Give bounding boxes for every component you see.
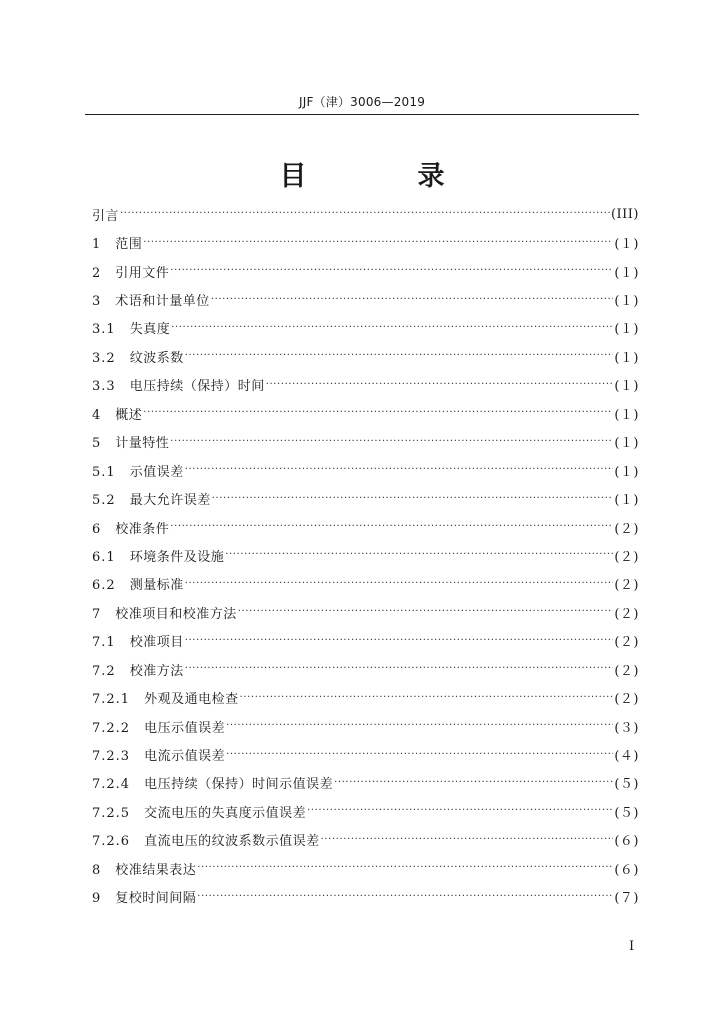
toc-leader-dots	[170, 520, 613, 534]
toc-entry[interactable]	[92, 826, 639, 854]
toc-entry-page: (３)	[614, 720, 639, 736]
document-code-header: JJF（津）3006—2019	[298, 95, 426, 109]
toc-entry-number: 1	[92, 237, 116, 253]
toc-entry-title: 校准项目和校准方法	[115, 606, 237, 622]
toc-entry-title: 校准结果表达	[115, 862, 197, 878]
toc-entry-page: (１)	[614, 322, 639, 338]
toc-leader-dots	[238, 605, 614, 619]
toc-entry-page: (２)	[614, 692, 639, 708]
toc-entry-title: 电流示值误差	[144, 749, 226, 765]
toc-entry-title: 直流电压的纹波系数示值误差	[144, 834, 320, 850]
toc-list	[92, 200, 639, 911]
toc-entry[interactable]	[92, 627, 639, 655]
toc-entry[interactable]	[92, 399, 639, 427]
toc-leader-dots	[226, 719, 613, 733]
toc-entry-number: 3.2	[92, 350, 130, 366]
toc-entry-title: 纹波系数	[129, 350, 184, 366]
toc-entry-title: 电压持续（保持）时间	[129, 379, 265, 395]
toc-entry-title: 术语和计量单位	[115, 294, 210, 310]
toc-entry-title: 引言	[92, 208, 120, 224]
toc-entry-title: 失真度	[129, 322, 171, 338]
header-rule	[85, 114, 639, 115]
toc-entry[interactable]	[92, 883, 639, 911]
toc-entry-page: (１)	[614, 350, 639, 366]
toc-leader-dots	[321, 833, 614, 847]
toc-entry-page: (１)	[614, 493, 639, 509]
toc-entry-number: 7.2.5	[92, 805, 145, 821]
toc-leader-dots	[212, 492, 614, 506]
toc-entry-number: 9	[92, 891, 116, 907]
toc-entry-number: 6.1	[92, 549, 130, 565]
toc-entry-page: (１)	[614, 407, 639, 423]
toc-title: 目 录	[279, 161, 487, 192]
toc-entry-title: 校准项目	[129, 635, 184, 651]
toc-entry[interactable]	[92, 371, 639, 399]
toc-entry[interactable]	[92, 541, 639, 569]
toc-entry-title: 校准条件	[115, 521, 170, 537]
toc-entry-page: (１)	[614, 294, 639, 310]
toc-entry[interactable]	[92, 314, 639, 342]
toc-entry[interactable]	[92, 342, 639, 370]
toc-entry-number: 7.2.6	[92, 834, 145, 850]
toc-entry[interactable]	[92, 228, 639, 256]
toc-entry-number: 7.1	[92, 635, 130, 651]
toc-leader-dots	[170, 435, 613, 449]
toc-entry[interactable]	[92, 854, 639, 882]
toc-leader-dots	[240, 691, 614, 705]
toc-entry-page: (１)	[614, 265, 639, 281]
toc-entry-title: 交流电压的失真度示值误差	[144, 805, 307, 821]
toc-entry-title: 校准方法	[129, 663, 184, 679]
toc-entry-title: 概述	[115, 407, 143, 423]
toc-entry[interactable]	[92, 769, 639, 797]
toc-entry-title: 外观及通电检查	[144, 692, 239, 708]
toc-entry[interactable]	[92, 257, 639, 285]
toc-leader-dots	[197, 890, 613, 904]
toc-leader-dots	[197, 861, 613, 875]
toc-entry-number: 7.2.2	[92, 720, 145, 736]
toc-entry-page: (２)	[614, 578, 639, 594]
toc-entry-page: (２)	[614, 606, 639, 622]
toc-entry-title: 电压示值误差	[144, 720, 226, 736]
toc-entry-title: 引用文件	[115, 265, 170, 281]
toc-entry-title: 示值误差	[129, 464, 184, 480]
toc-entry-title: 环境条件及设施	[129, 549, 225, 565]
page-number: I	[629, 939, 635, 954]
toc-leader-dots	[334, 776, 613, 790]
toc-entry-number: 2	[92, 265, 116, 281]
toc-entry-number: 5.1	[92, 464, 130, 480]
toc-entry-page: (６)	[614, 834, 639, 850]
toc-entry-page: (２)	[614, 549, 639, 565]
toc-entry-title: 复校时间间隔	[115, 891, 197, 907]
toc-leader-dots	[171, 321, 613, 335]
toc-entry[interactable]	[92, 513, 639, 541]
toc-entry[interactable]	[92, 740, 639, 768]
toc-entry[interactable]	[92, 285, 639, 313]
toc-entry-title: 电压持续（保持）时间示值误差	[144, 777, 334, 793]
toc-entry[interactable]	[92, 598, 639, 626]
toc-entry[interactable]	[92, 683, 639, 711]
toc-leader-dots	[143, 236, 613, 250]
toc-entry-page: (５)	[614, 777, 639, 793]
toc-entry-number: 3.1	[92, 322, 130, 338]
toc-entry[interactable]	[92, 712, 639, 740]
toc-entry-number: 4	[92, 407, 116, 423]
toc-leader-dots	[120, 207, 610, 221]
toc-entry[interactable]	[92, 570, 639, 598]
toc-entry-title: 测量标准	[129, 578, 184, 594]
toc-leader-dots	[143, 406, 613, 420]
toc-entry-number: 6.2	[92, 578, 130, 594]
toc-leader-dots	[307, 804, 613, 818]
toc-leader-dots	[170, 264, 613, 278]
toc-entry-page: (１)	[614, 237, 639, 253]
toc-entry-page: (２)	[614, 521, 639, 537]
toc-entry-title: 计量特性	[115, 436, 170, 452]
toc-entry-number: 7.2.4	[92, 777, 145, 793]
toc-entry[interactable]	[92, 797, 639, 825]
toc-entry-title: 范围	[115, 237, 143, 253]
toc-entry-page: (４)	[614, 749, 639, 765]
toc-entry-page: (１)	[614, 379, 639, 395]
toc-leader-dots	[266, 378, 614, 392]
toc-entry[interactable]	[92, 456, 639, 484]
toc-entry-number: 3.3	[92, 379, 130, 395]
toc-entry-title: 最大允许误差	[129, 493, 211, 509]
toc-leader-dots	[185, 349, 614, 363]
toc-entry-page: (１)	[614, 464, 639, 480]
toc-entry-number: 6	[92, 521, 116, 537]
toc-entry-number: 7.2.1	[92, 692, 145, 708]
toc-entry-page: (６)	[614, 862, 639, 878]
toc-entry[interactable]	[92, 200, 639, 228]
toc-entry[interactable]	[92, 484, 639, 512]
toc-leader-dots	[225, 548, 613, 562]
toc-entry-number: 5.2	[92, 493, 130, 509]
toc-entry-page: (７)	[614, 891, 639, 907]
toc-entry-number: 7	[92, 606, 116, 622]
toc-entry-number: 3	[92, 294, 116, 310]
toc-entry-page: (２)	[614, 635, 639, 651]
toc-entry[interactable]	[92, 428, 639, 456]
toc-leader-dots	[211, 293, 614, 307]
toc-leader-dots	[185, 463, 614, 477]
toc-entry-page: (III)	[610, 206, 639, 222]
toc-entry[interactable]	[92, 655, 639, 683]
toc-entry-number: 7.2	[92, 663, 130, 679]
toc-entry-number: 5	[92, 436, 116, 452]
toc-leader-dots	[185, 577, 614, 591]
toc-leader-dots	[226, 748, 613, 762]
toc-leader-dots	[185, 662, 614, 676]
toc-entry-number: 7.2.3	[92, 749, 145, 765]
toc-entry-page: (５)	[614, 805, 639, 821]
toc-entry-number: 8	[92, 862, 116, 878]
toc-leader-dots	[185, 634, 614, 648]
toc-entry-page: (２)	[614, 663, 639, 679]
toc-entry-page: (１)	[614, 436, 639, 452]
